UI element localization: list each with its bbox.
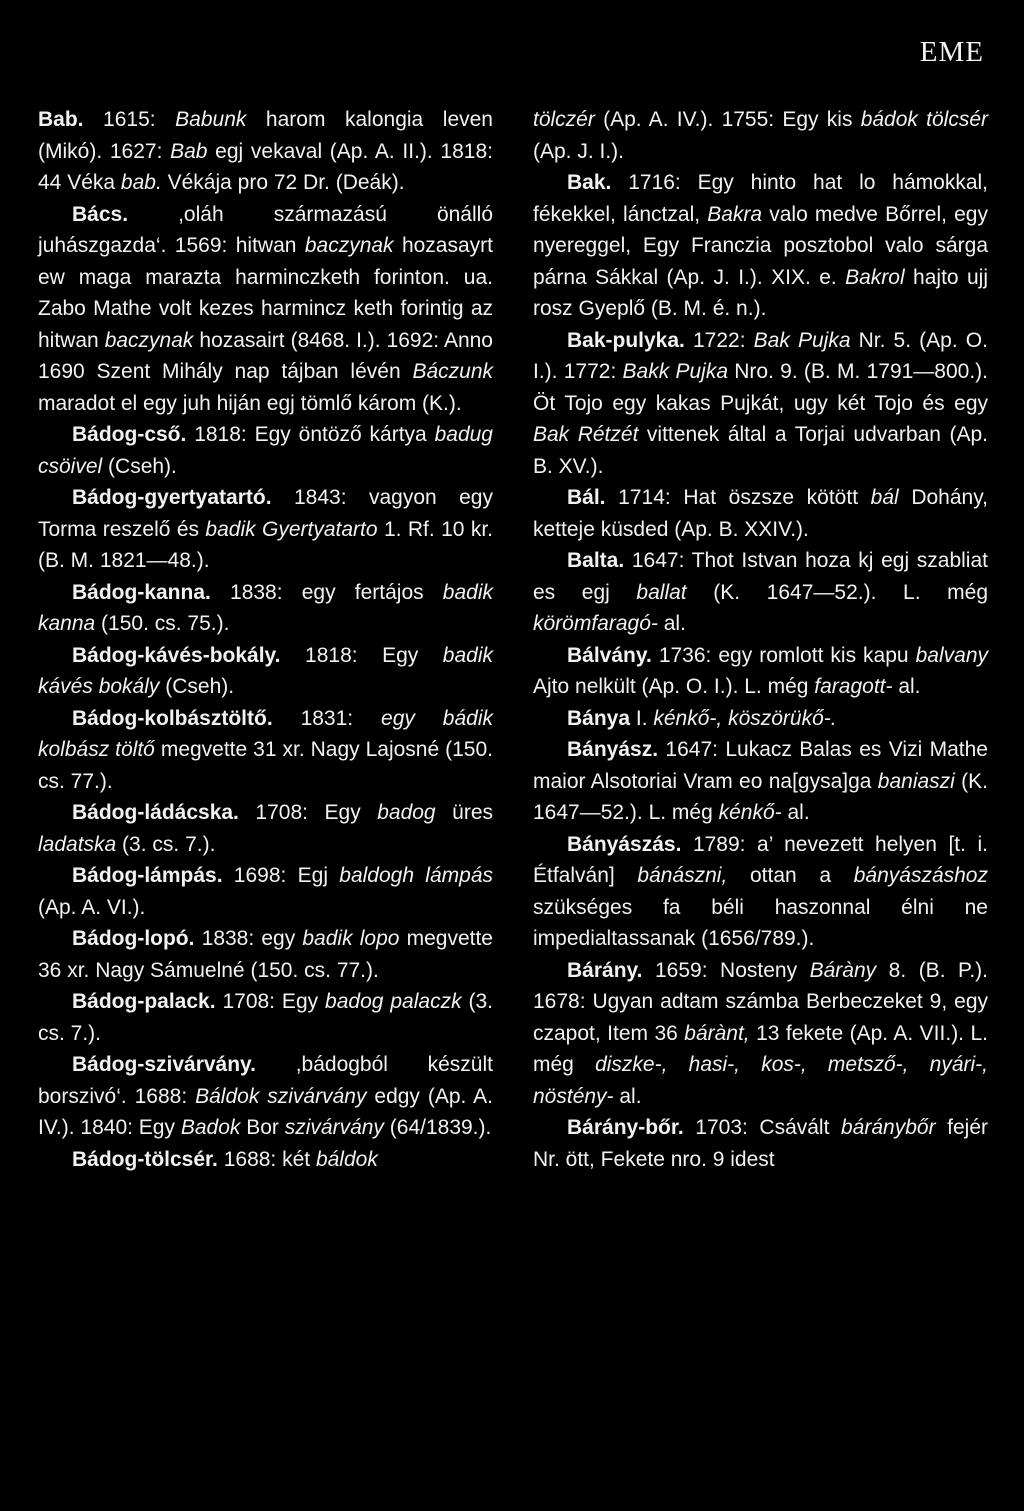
entry-headword: Bárány. xyxy=(567,958,643,982)
dictionary-entry xyxy=(533,104,988,167)
entry-text: szükséges fa béli haszonnal élni ne impedialtassanak (1656/789.). xyxy=(533,895,988,950)
entry-text: al. xyxy=(657,612,686,635)
dictionary-entry xyxy=(38,923,493,986)
entry-text: (3. cs. 7.). xyxy=(38,990,494,1045)
dictionary-entry xyxy=(533,640,988,703)
dictionary-entry xyxy=(533,482,988,545)
entry-text: 1736: egy romlott kis kapu xyxy=(651,643,916,667)
two-column-body xyxy=(38,104,988,1175)
entry-italic-text: kénkő- xyxy=(718,801,782,824)
entry-text: (Ap. A. VI.). xyxy=(38,895,146,919)
entry-text: al. xyxy=(781,801,810,824)
dictionary-entry xyxy=(533,703,988,735)
entry-text: valo medve Bőrrel, egy nyereggel, Egy Franczia posztobol valo sárga párna Sákkal (Ap. J. I.). XIX. e. xyxy=(533,202,988,289)
entry-headword: Bak-pulyka. xyxy=(567,328,685,352)
entry-text: harom kalongia leven (Mikó). 1627: xyxy=(38,108,493,163)
entry-text: 1647: Thot Istvan hoza kj egj szabliat es egj xyxy=(533,549,988,604)
entry-text: Ajto nelkült (Ap. O. I.). L. még xyxy=(533,675,815,698)
dictionary-entry xyxy=(533,955,988,1113)
entry-text: 1708: Egy xyxy=(238,801,378,824)
entry-headword: Bányászás. xyxy=(567,832,682,856)
dictionary-entry xyxy=(38,104,493,199)
entry-italic-text: balvany xyxy=(915,643,988,667)
entry-italic-text: badik lopo xyxy=(302,927,400,950)
entry-headword: Balta. xyxy=(567,549,625,572)
entry-text: vittenek által a Torjai udvarban (Ap. B. XV.). xyxy=(533,423,988,478)
dictionary-entry xyxy=(38,797,493,860)
dictionary-entry xyxy=(38,1049,493,1144)
entry-italic-text: badog xyxy=(377,801,436,824)
entry-italic-text: tölczér xyxy=(533,108,595,131)
entry-italic-text: Bak Pujka xyxy=(753,328,851,352)
entry-text: edgy (Ap. A. IV.). 1840: Egy xyxy=(38,1084,493,1139)
entry-italic-text: egy bádik kolbász töltő xyxy=(38,706,493,761)
entry-text: maradot el egy juh hiján egj tömlő károm (K.). xyxy=(38,391,462,415)
entry-text: ottan a xyxy=(727,864,854,887)
entry-italic-text: Báldok szivárvány xyxy=(195,1084,367,1108)
entry-headword: Bárány-bőr. xyxy=(567,1116,684,1139)
entry-text: 1647: Lukacz Balas es Vizi Mathe maior Alsotoriai Vram eo na[gysa]ga xyxy=(533,738,988,793)
entry-text: Nro. 9. (B. M. 1791—800.). Öt Tojo egy kakas Pujkát, ugy két Tojo és egy xyxy=(533,360,989,415)
entry-text: al. xyxy=(613,1084,642,1108)
entry-italic-text: baczynak xyxy=(304,234,394,257)
dictionary-entry xyxy=(38,482,493,577)
entry-text: ,bádogból készült borszivó‘. 1688: xyxy=(38,1053,493,1108)
entry-text: üres xyxy=(435,801,493,824)
entry-italic-text: bab. xyxy=(120,171,162,194)
entry-text: Dohány, ketteje küsded (Ap. B. XXIV.). xyxy=(533,486,989,541)
entry-italic-text: badik kávés bokály xyxy=(38,643,493,698)
entry-italic-text: ladatska xyxy=(38,832,117,856)
entry-headword: Bánya xyxy=(567,706,631,730)
entry-italic-text: badik kanna xyxy=(38,580,493,635)
entry-text: 1831: xyxy=(272,706,382,730)
entry-headword: Bab. xyxy=(38,108,84,131)
entry-text: 1703: Csávált xyxy=(683,1116,841,1139)
entry-text: (64/1839.). xyxy=(383,1116,492,1139)
entry-text: Nr. 5. (Ap. O. I.). 1772: xyxy=(533,328,988,383)
dictionary-entry xyxy=(533,829,988,955)
entry-text: (150. cs. 75.). xyxy=(95,612,230,635)
entry-headword: Bádog-lopó. xyxy=(72,927,195,950)
dictionary-entry xyxy=(38,986,493,1049)
entry-text: 1659: Nosteny xyxy=(642,958,810,982)
entry-text: I. xyxy=(630,706,654,730)
entry-text: 8. (B. P.). 1678: Ugyan adtam számba Berbeczeket 9, egy czapot, Item 36 xyxy=(533,958,988,1045)
dictionary-entry xyxy=(533,325,988,483)
entry-headword: Bádog-szivárvány. xyxy=(72,1053,257,1076)
entry-italic-text: ballat xyxy=(636,580,687,604)
dictionary-entry xyxy=(38,1144,493,1176)
entry-headword: Bádog-gyertyatartó. xyxy=(72,486,272,509)
dictionary-entry xyxy=(38,199,493,420)
entry-text: megvette 36 xr. Nagy Sámuelné (150. cs. 77.). xyxy=(38,927,493,982)
entry-headword: Bál. xyxy=(567,486,606,509)
entry-text: megvette 31 xr. Nagy Lajosné (150. cs. 77.). xyxy=(38,738,493,793)
entry-text: 1789: a’ nevezett helyen [t. i. Étfalván] xyxy=(533,832,988,887)
dictionary-entry xyxy=(38,577,493,640)
entry-italic-text: bál xyxy=(870,486,899,509)
entry-headword: Bádog-palack. xyxy=(72,990,216,1013)
entry-headword: Bádog-kanna. xyxy=(72,580,211,604)
entry-text: 1818: Egy xyxy=(280,643,443,667)
entry-text: (3. cs. 7.). xyxy=(116,832,216,856)
entry-italic-text: Bab xyxy=(170,139,208,163)
entry-text: ,oláh származású önálló juhászgazda‘. 1569: hitwan xyxy=(38,202,493,257)
entry-italic-text: badik Gyertyatarto xyxy=(205,517,378,541)
entry-text: fejér Nr. ött, Fekete nro. 9 idest xyxy=(533,1116,988,1171)
entry-italic-text: körömfaragó- xyxy=(533,612,658,635)
entry-text: hozasayrt ew maga marazta harminczketh forinton. ua. Zabo Mathe volt kezes harmincz keth forintig az hitwan xyxy=(38,234,493,352)
entry-text: 1708: Egy xyxy=(215,990,326,1013)
entry-italic-text: Bak Rétzét xyxy=(533,423,639,446)
dictionary-entry xyxy=(38,640,493,703)
entry-text: 13 fekete (Ap. A. VII.). L. még xyxy=(533,1021,988,1076)
entry-italic-text: baldogh lámpás xyxy=(339,864,493,887)
entry-text: (Ap. J. I.). xyxy=(533,139,625,163)
entry-headword: Bálvány. xyxy=(567,643,652,667)
entry-italic-text: badug csöivel xyxy=(38,423,493,478)
entry-text: Vékája pro 72 Dr. (Deák). xyxy=(161,171,405,194)
entry-italic-text: baczynak xyxy=(104,328,194,352)
entry-italic-text: báldok xyxy=(315,1147,378,1171)
entry-text: (Cseh). xyxy=(102,454,177,478)
entry-text: egj vekaval (Ap. A. II.). 1818: 44 Véka xyxy=(38,139,493,194)
entry-text: (Ap. A. IV.). 1755: Egy kis xyxy=(594,108,861,131)
entry-text: al. xyxy=(892,675,921,698)
entry-italic-text: badog palaczk xyxy=(325,990,462,1013)
entry-italic-text: báránybőr xyxy=(841,1116,936,1139)
entry-text: 1615: xyxy=(83,108,176,131)
entry-text: (Cseh). xyxy=(159,675,235,698)
entry-italic-text: Bakrol xyxy=(845,265,905,289)
entry-headword: Bányász. xyxy=(567,738,659,761)
left-column xyxy=(38,104,493,1175)
entry-italic-text: bánászni, xyxy=(637,864,728,887)
running-header: EME xyxy=(919,36,984,68)
entry-text: 1716: Egy hinto hat lo hámokkal, fékekkel, lánctzal, xyxy=(533,171,988,226)
entry-text: (K. 1647—52.). L. még xyxy=(533,769,989,824)
entry-text: 1. Rf. 10 kr. (B. M. 1821—48.). xyxy=(38,517,493,572)
entry-headword: Bak. xyxy=(567,171,612,194)
right-column xyxy=(533,104,988,1175)
entry-italic-text: bárànt, xyxy=(684,1021,750,1045)
dictionary-entry xyxy=(533,545,988,640)
entry-italic-text: szivárvány xyxy=(284,1116,384,1139)
entry-headword: Bádog-lámpás. xyxy=(72,864,223,887)
entry-italic-text: diszke-, hasi-, kos-, metsző-, nyári-, nöstény- xyxy=(533,1053,989,1108)
entry-headword: Bádog-ládácska. xyxy=(72,801,239,824)
entry-italic-text: bádok tölcsér xyxy=(860,108,988,131)
entry-headword: Bádog-kávés-bokály. xyxy=(72,643,281,667)
entry-headword: Bádog-tölcsér. xyxy=(72,1147,218,1171)
dictionary-entry xyxy=(533,167,988,325)
entry-headword: Bádog-kolbásztöltő. xyxy=(72,706,273,730)
entry-italic-text: Bakk Pujka xyxy=(622,360,729,383)
entry-italic-text: Badok xyxy=(180,1116,241,1139)
entry-text: hozasairt (8468. I.). 1692: Anno 1690 Szent Mihály nap tájban lévén xyxy=(38,328,493,383)
dictionary-entry xyxy=(533,1112,988,1175)
entry-italic-text: baniaszi xyxy=(877,769,955,793)
dictionary-entry xyxy=(38,703,493,798)
entry-text: 1722: xyxy=(684,328,754,352)
dictionary-entry xyxy=(533,734,988,829)
entry-italic-text: Báczunk xyxy=(412,360,493,383)
entry-italic-text: kénkő-, köszörükő-. xyxy=(653,706,837,730)
entry-italic-text: bányászáshoz xyxy=(853,864,988,887)
entry-italic-text: Báràny xyxy=(809,958,877,982)
entry-text: hajto ujj rosz Gyeplő (B. M. é. n.). xyxy=(533,265,988,320)
entry-text: 1688: két xyxy=(217,1147,316,1171)
entry-headword: Bács. xyxy=(72,202,129,226)
entry-text: 1838: egy fertájos xyxy=(210,580,443,604)
entry-headword: Bádog-cső. xyxy=(72,423,187,446)
entry-text: Bor xyxy=(240,1116,285,1139)
entry-text: 1818: Egy öntöző kártya xyxy=(186,423,435,446)
entry-text: (K. 1647—52.). L. még xyxy=(686,580,988,604)
entry-text: 1838: egy xyxy=(194,927,303,950)
dictionary-entry xyxy=(38,419,493,482)
dictionary-entry xyxy=(38,860,493,923)
entry-italic-text: Bakra xyxy=(707,202,763,226)
entry-text: 1843: vagyon egy Torma reszelő és xyxy=(38,486,493,541)
entry-italic-text: Babunk xyxy=(175,108,247,131)
entry-text: 1714: Hat öszsze kötött xyxy=(605,486,871,509)
entry-italic-text: faragott- xyxy=(814,675,893,698)
entry-text: 1698: Egj xyxy=(222,864,340,887)
